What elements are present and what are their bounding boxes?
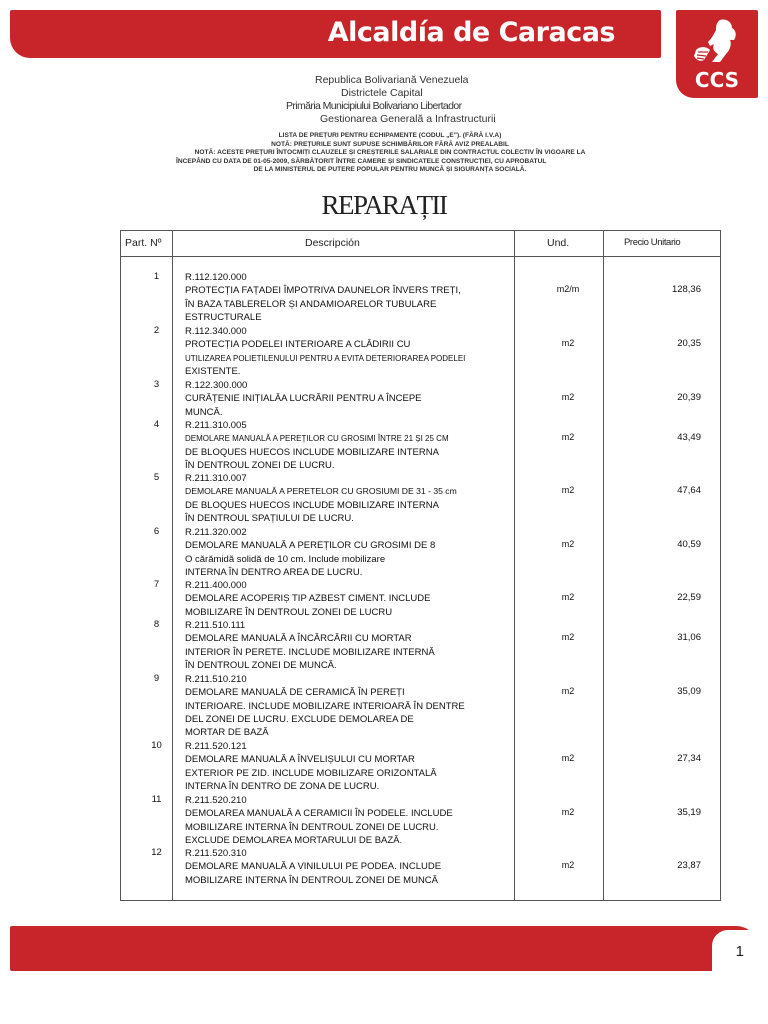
item-code: R.122.300.000: [185, 380, 248, 391]
note-line: ÎNCEPÂND CU DATA DE 01-05-2009, SĂRBĂTORIT ÎNTRE CAMERE ȘI SINDICATELE CONSTRUCȚIEI, CU APROBATUL: [176, 157, 547, 165]
description-line: DE BLOQUES HUECOS INCLUDE MOBILIZARE INTERNA: [185, 499, 439, 511]
description-line: DEMOLARE MANUALĂ A PEREȚILOR CU GROSIMI DE 8: [185, 540, 436, 552]
row-unit: m2: [561, 392, 575, 402]
row-description: [185, 472, 505, 525]
column-divider: [172, 231, 173, 900]
description-line: INTERNA ÎN DENTRO DE ZONA DE LUCRU.: [185, 780, 380, 792]
row-price: 40,59: [677, 539, 701, 550]
note-line: DE LA MINISTERUL DE PUTERE POPULAR PENTRU MUNCĂ ȘI SIGURANȚA SOCIALĂ.: [253, 166, 527, 174]
column-header-unit: Und.: [547, 237, 570, 249]
row-unit: m2: [561, 807, 575, 817]
description-line: DEMOLARE MANUALĂ DE CERAMICĂ ÎN PEREȚI: [185, 687, 405, 699]
row-description: [185, 794, 505, 847]
row-description: [185, 379, 505, 419]
description-line: DEMOLARE ACOPERIȘ TIP AZBEST CIMENT. INCLUDE: [185, 593, 431, 605]
description-line: INTERIOARE. INCLUDE MOBILIZARE INTERIOARĂ ÎN DENTRE: [185, 700, 465, 712]
description-line: PROTECȚIA PODELEI INTERIOARE A CLĂDIRII CU: [185, 339, 411, 351]
description-line: ÎN DENTROUL SPAȚIULUI DE LUCRU.: [185, 512, 354, 524]
description-line: EXTERIOR PE ZID. INCLUDE MOBILIZARE ORIZONTALĂ: [185, 767, 437, 779]
description-line: INTERNA ÎN DENTRO AREA DE LUCRU.: [185, 566, 363, 578]
row-description: [185, 325, 505, 378]
description-line: CURĂȚENIE INIȚIALĂA LUCRĂRII PENTRU A ÎNCEPE: [185, 393, 422, 405]
item-code: R.211.520.121: [185, 741, 247, 752]
item-code: R.112.120.000: [185, 272, 247, 283]
price-notes: [120, 132, 660, 175]
document-title: REPARAȚII: [321, 190, 447, 220]
description-line: DEL ZONEI DE LUCRU. EXCLUDE DEMOLAREA DE: [185, 713, 414, 725]
row-price: 20,39: [677, 392, 701, 403]
row-price: 35,09: [677, 686, 701, 697]
row-unit: m2: [561, 432, 575, 442]
description-line: MORTAR DE BAZĂ: [185, 727, 269, 739]
description-line: INTERIOR ÎN PERETE. INCLUDE MOBILIZARE INTERNĂ: [185, 646, 435, 658]
row-number: 3: [153, 379, 160, 390]
row-description: [185, 419, 505, 472]
item-code: R.211.510.210: [185, 674, 247, 685]
row-number: 6: [153, 526, 160, 537]
row-number: 9: [153, 673, 160, 684]
row-number: 5: [153, 472, 160, 483]
row-description: [185, 526, 505, 579]
description-line: MOBILIZARE INTERNA ÎN DENTROUL ZONEI DE LUCRU.: [185, 821, 439, 833]
row-price: 27,34: [677, 753, 701, 764]
row-number: 1: [153, 271, 160, 282]
header-line: Republica Bolivariană Venezuela: [315, 74, 469, 86]
description-line: DEMOLARE MANUALĂ A PERETELOR CU GROSIUMI DE 31 - 35 cm: [185, 486, 457, 497]
institution-header: [230, 74, 530, 126]
header-divider: [121, 256, 720, 257]
description-line: MOBILIZARE INTERNA ÎN DENTROUL ZONEI DE MUNCĂ: [185, 874, 439, 886]
row-unit: m2: [561, 539, 575, 549]
lion-icon: [690, 16, 744, 68]
description-line: DEMOLAREA MANUALĂ A CERAMICII ÎN PODELE. INCLUDE: [185, 808, 453, 820]
column-divider: [514, 231, 515, 900]
row-unit: m2: [561, 860, 575, 870]
row-number: 7: [153, 579, 160, 590]
row-price: 47,64: [677, 485, 701, 496]
description-line: ÎN DENTROUL ZONEI DE LUCRU.: [185, 459, 335, 471]
description-line: EXISTENTE.: [185, 365, 241, 377]
item-code: R.211.520.210: [185, 795, 247, 806]
description-line: PROTECȚIA FAȚADEI ÎMPOTRIVA DAUNELOR ÎNVERS TREȚI,: [185, 285, 461, 297]
item-code: R.211.310.005: [185, 420, 247, 431]
row-description: [185, 673, 505, 739]
row-description: [185, 271, 505, 324]
row-unit: m2: [561, 485, 575, 495]
row-number: 4: [153, 419, 160, 430]
item-code: R.112.340.000: [185, 326, 247, 337]
header-band: [10, 10, 661, 58]
description-line: DEMOLARE MANUALĂ A ÎNCĂRCĂRII CU MORTAR: [185, 633, 412, 645]
item-code: R.211.310.007: [185, 473, 247, 484]
description-line: DEMOLARE MANUALĂ A ÎNVELIȘULUI CU MORTAR: [185, 754, 415, 766]
note-line: LISTA DE PREȚURI PENTRU ECHIPAMENTE (CODUL „E"). (FĂRĂ I.V.A): [278, 132, 502, 139]
column-header-price: Precio Unitario: [624, 237, 681, 248]
row-number: 11: [151, 794, 162, 805]
description-line: EXCLUDE DEMOLAREA MORTARULUI DE BAZĂ.: [185, 834, 403, 846]
row-unit: m2: [561, 753, 575, 763]
page-number-box: [712, 930, 758, 972]
page-number: 1: [735, 943, 744, 960]
logo-text: CCS: [694, 68, 740, 92]
item-code: R.211.520.310: [185, 848, 247, 859]
description-line: O cărămidă solidă de 10 cm. Include mobilizare: [185, 553, 386, 565]
row-price: 23,87: [677, 860, 701, 871]
row-number: 2: [153, 325, 160, 336]
item-code: R.211.320.002: [185, 527, 247, 538]
description-line: ESTRUCTURALE: [185, 311, 262, 323]
note-line: NOTĂ: ACESTE PREȚURI ÎNTOCMIȚI CLAUZELE ȘI CREȘTERILE SALARIALE DIN CONTRACTUL COLECTIV ÎN VIGOARE LA: [194, 149, 586, 157]
item-code: R.211.510.111: [185, 620, 246, 631]
row-number: 10: [151, 740, 162, 751]
footer-band: [10, 926, 758, 971]
column-header-part: Part. Nº: [125, 237, 162, 249]
row-price: 43,49: [677, 432, 701, 443]
row-unit: m2/m: [556, 284, 580, 294]
price-table: [120, 230, 721, 901]
description-line: UTILIZAREA POLIETILENULUI PENTRU A EVITA DETERIORAREA PODELEI: [185, 353, 466, 363]
header-line: Primăria Municipiului Bolivariano Libertador: [286, 100, 462, 112]
column-divider: [603, 231, 604, 900]
row-number: 12: [151, 847, 162, 858]
row-price: 128,36: [671, 284, 701, 295]
description-line: DE BLOQUES HUECOS INCLUDE MOBILIZARE INTERNA: [185, 446, 439, 458]
description-line: ÎN BAZA TABLERELOR ȘI ANDAMIOARELOR TUBULARE: [185, 298, 437, 310]
note-line: NOTĂ: PREȚURILE SUNT SUPUSE SCHIMBĂRILOR FĂRĂ AVIZ PREALABIL: [271, 140, 509, 148]
row-price: 35,19: [677, 807, 701, 818]
row-description: [185, 847, 505, 887]
brand-title: Alcaldía de Caracas: [327, 17, 615, 48]
row-description: [185, 740, 505, 793]
item-code: R.211.400.000: [185, 580, 247, 591]
description-line: ÎN DENTROUL ZONEI DE MUNCĂ.: [185, 659, 337, 671]
row-description: [185, 579, 505, 619]
header-line: Gestionarea Generală a Infrastructurii: [320, 113, 496, 125]
row-unit: m2: [561, 686, 575, 696]
description-line: MOBILIZARE ÎN DENTROUL ZONEI DE LUCRU: [185, 606, 393, 618]
header-line: Districtele Capital: [341, 87, 423, 99]
row-price: 20,35: [677, 338, 701, 349]
row-unit: m2: [561, 632, 575, 642]
brand-logo: [676, 10, 758, 98]
row-number: 8: [153, 619, 160, 630]
description-line: DEMOLARE MANUALĂ A VINILULUI PE PODEA. INCLUDE: [185, 861, 442, 873]
description-line: MUNCĂ.: [185, 406, 223, 418]
row-unit: m2: [561, 592, 575, 602]
row-description: [185, 619, 505, 672]
row-price: 22,59: [677, 592, 701, 603]
column-header-description: Descripción: [305, 237, 360, 249]
description-line: DEMOLARE MANUALĂ A PEREȚILOR CU GROSIMI ÎNTRE 21 ȘI 25 CM: [185, 434, 449, 444]
row-price: 31,06: [677, 632, 701, 643]
row-unit: m2: [561, 338, 575, 348]
